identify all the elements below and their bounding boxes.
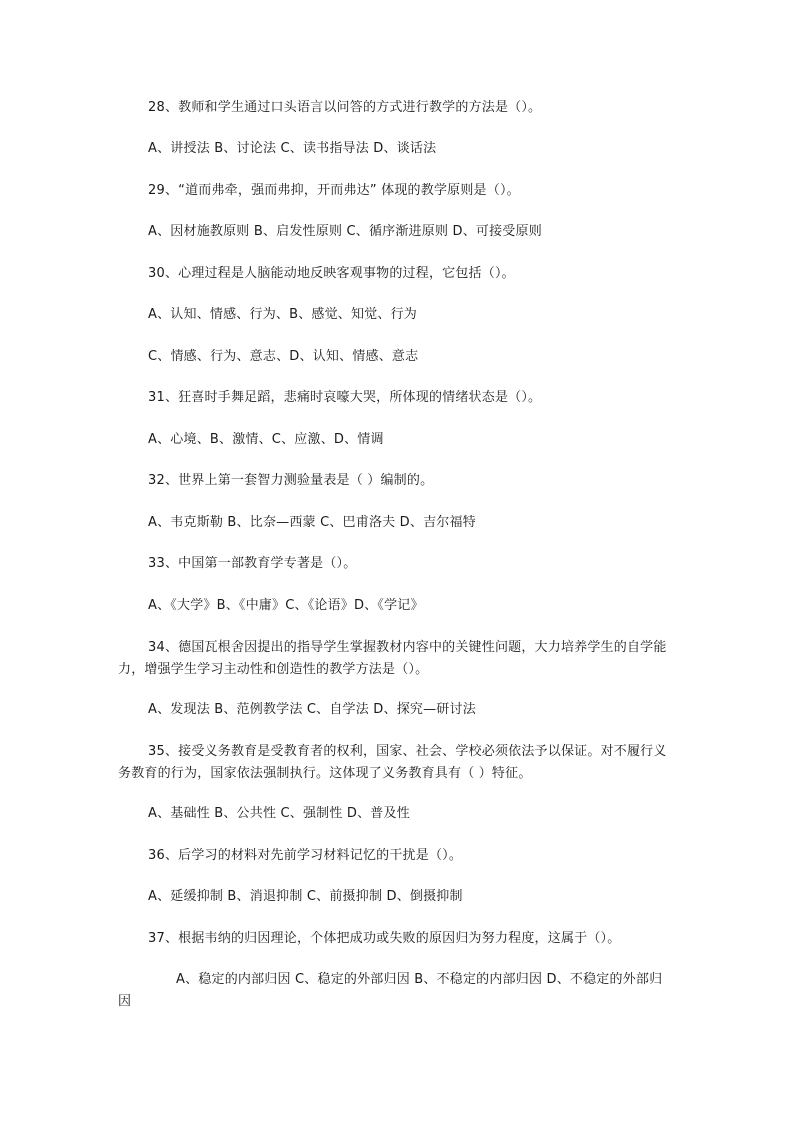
options-36: A、延缓抑制 B、消退抑制 C、前摄抑制 D、倒摄抑制 [148, 889, 463, 904]
question-33: 33、中国第一部教育学专著是（）。 [148, 556, 357, 571]
question-37: 37、根据韦纳的归因理论，个体把成功或失败的原因归为努力程度，这属于（）。 [148, 931, 621, 946]
options-33: A、《大学》B、《中庸》C、《论语》D、《学记》 [148, 598, 424, 613]
options-30-cd: C、情感、行为、意志、D、认知、情感、意志 [148, 349, 419, 364]
options-32: A、韦克斯勒 B、比奈—西蒙 C、巴甫洛夫 D、吉尔福特 [148, 515, 476, 530]
question-32: 32、世界上第一套智力测验量表是（ ）编制的。 [148, 473, 434, 488]
options-28: A、讲授法 B、讨论法 C、读书指导法 D、谈话法 [148, 141, 437, 156]
question-36: 36、后学习的材料对先前学习材料记忆的干扰是（）。 [148, 848, 463, 863]
question-34: 34、德国瓦根舍因提出的指导学生掌握教材内容中的关键性问题，大力培养学生的自学能力，增强学生学习主动性和创造性的教学方法是（）。 [118, 640, 667, 677]
question-28: 28、教师和学生通过口头语言以问答的方式进行教学的方法是（）。 [148, 100, 542, 115]
question-31: 31、狂喜时手舞足蹈，悲痛时哀嚎大哭，所体现的情绪状态是（）。 [148, 390, 542, 405]
options-34: A、发现法 B、范例教学法 C、自学法 D、探究—研讨法 [148, 702, 476, 717]
options-30-ab: A、认知、情感、行为、B、感觉、知觉、行为 [148, 307, 418, 322]
question-29: 29、“道而弗牵，强而弗抑，开而弗达” 体现的教学原则是（）。 [148, 183, 520, 198]
question-30: 30、心理过程是人脑能动地反映客观事物的过程，它包括（）。 [148, 266, 515, 281]
question-35: 35、接受义务教育是受教育者的权利，国家、社会、学校必须依法予以保证。对不履行义务教育的行为，国家依法强制执行。这体现了义务教育具有（ ）特征。 [118, 744, 667, 781]
options-37: A、稳定的内部归因 C、稳定的外部归因 B、不稳定的内部归因 D、不稳定的外部归因 [118, 972, 663, 1009]
options-31: A、心境、B、激情、C、应激、D、情调 [148, 432, 384, 447]
options-29: A、因材施教原则 B、启发性原则 C、循序渐进原则 D、可接受原则 [148, 224, 542, 239]
options-35: A、基础性 B、公共性 C、强制性 D、普及性 [148, 806, 410, 821]
